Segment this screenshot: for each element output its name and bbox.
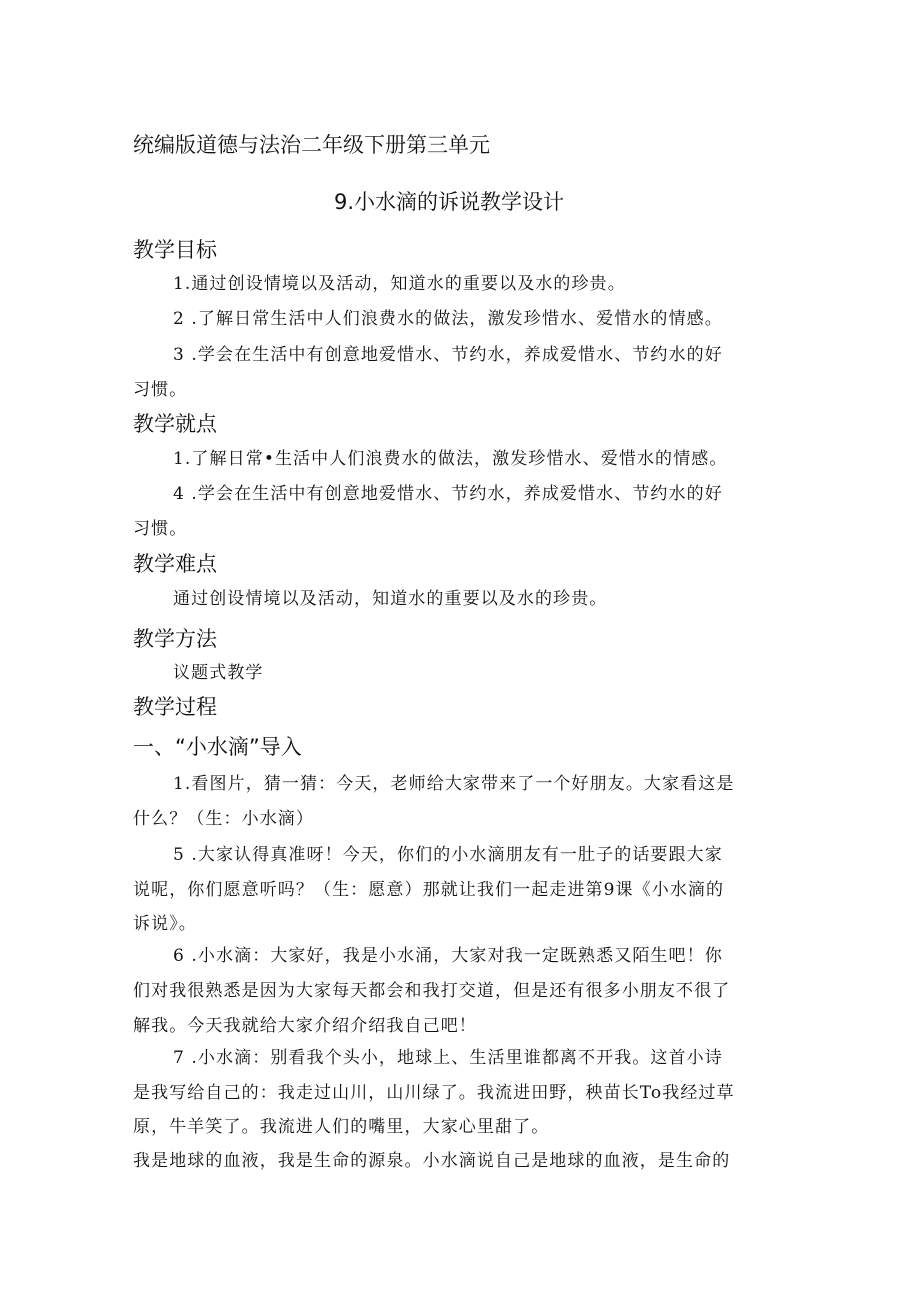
goal-item-1: 1.通过创设情境以及活动，知道水的重要以及水的珍贵。 — [173, 274, 626, 294]
document-title: 9.小水滴的诉说教学设计 — [334, 190, 565, 214]
process-paragraph-2-line-3: 诉说》。 — [133, 914, 197, 934]
section-heading-method: 教学方法 — [133, 627, 217, 651]
document-header: 统编版道德与法治二年级下册第三单元 — [133, 133, 490, 157]
process-paragraph-2-line-1: 5 .大家认得真准呀！今天，你们的小水滴朋友有一肚子的话要跟大家 — [173, 845, 723, 865]
process-paragraph-2-line-2: 说呢，你们愿意听吗？（生：愿意）那就让我们一起走进第9课《小水滴的 — [133, 880, 725, 900]
process-paragraph-4-line-1: 7 .小水滴：别看我个头小，地球上、生活里谁都离不开我。这首小诗 — [173, 1048, 723, 1068]
section-heading-process: 教学过程 — [133, 695, 217, 719]
goal-item-2: 2 .了解日常生活中人们浪费水的做法，激发珍惜水、爱惜水的情感。 — [173, 309, 723, 329]
method-text: 议题式教学 — [173, 663, 264, 683]
process-paragraph-3-line-1: 6 .小水滴：大家好，我是小水涌，大家对我一定既熟悉又陌生吧！你 — [173, 946, 723, 966]
process-paragraph-1-line-1: 1.看图片，猜一猜：今天，老师给大家带来了一个好朋友。大家看这是 — [173, 774, 735, 794]
process-paragraph-1-line-2: 什么？（生：小水滴） — [133, 809, 314, 829]
key-point-item-2-line-2: 习惯。 — [133, 519, 188, 539]
process-paragraph-3-line-3: 解我。今天我就给大家介绍介绍我自己吧！ — [133, 1016, 477, 1036]
key-point-item-2-line-1: 4 .学会在生活中有创意地爱惜水、节约水，养成爱惜水、节约水的好 — [173, 484, 723, 504]
goal-item-3-line-1: 3 .学会在生活中有创意地爱惜水、节约水，养成爱惜水、节约水的好 — [173, 345, 723, 365]
goal-item-3-line-2: 习惯。 — [133, 380, 188, 400]
difficulties-text: 通过创设情境以及活动，知道水的重要以及水的珍贵。 — [173, 589, 608, 609]
section-heading-key-points: 教学就点 — [133, 412, 217, 436]
process-section-1-title: 一、“小水滴”导入 — [133, 735, 302, 759]
process-paragraph-4-line-3: 原，牛羊笑了。我流进人们的嘴里，大家心里甜了。 — [133, 1117, 550, 1137]
process-paragraph-3-line-2: 们对我很熟悉是因为大家每天都会和我打交道，但是还有很多小朋友不很了 — [133, 981, 731, 1001]
section-heading-goals: 教学目标 — [133, 238, 217, 262]
key-point-item-1: 1.了解日常•生活中人们浪费水的做法，激发珍惜水、爱惜水的情感。 — [173, 449, 728, 469]
section-heading-difficulties: 教学难点 — [133, 552, 217, 576]
process-paragraph-4-line-2: 是我写给自己的：我走过山川，山川绿了。我流进田野，秧苗长To我经过草 — [133, 1083, 735, 1103]
process-paragraph-5-line-1: 我是地球的血液，我是生命的源泉。小水滴说自己是地球的血液，是生命的 — [133, 1151, 731, 1171]
